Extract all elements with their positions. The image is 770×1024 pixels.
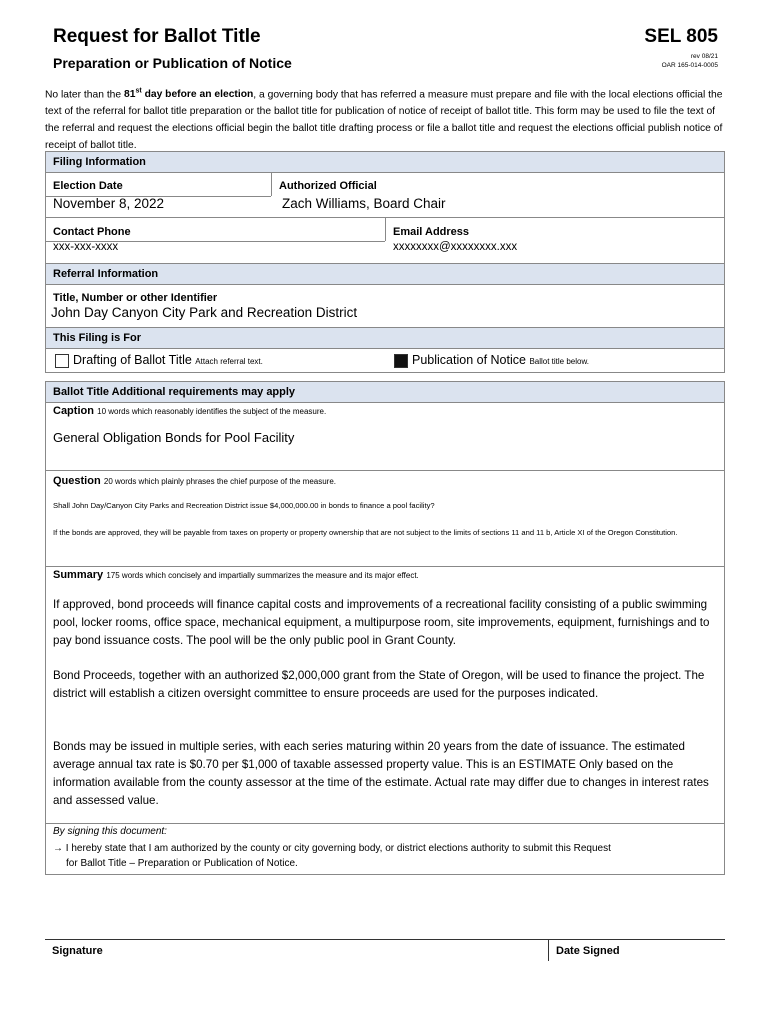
summary-paragraph-3[interactable]: Bonds may be issued in multiple series, with each series maturing within 20 years from the date of issuance. The estimated average annual tax rate is $0.70 per $1,000 of taxable assessed property value. This is an ESTIMATE Only based on the information available from the county assessor at the time of the estimate. Actual rate may differ due to changes in interest rates and assessed value.: [53, 740, 709, 807]
oar-reference: OAR 165-014-0005: [661, 62, 718, 69]
publication-note: Ballot title below.: [529, 357, 590, 366]
contact-phone-label: Contact Phone: [53, 226, 131, 238]
question-heading: Question 20 words which plainly phrases the chief purpose of the measure.: [53, 475, 337, 487]
arrow-icon: →: [53, 843, 63, 854]
referral-information-section: [45, 263, 725, 328]
filing-information-header: Filing Information: [46, 152, 724, 173]
form-title: Request for Ballot Title: [53, 26, 261, 47]
identifier-field[interactable]: John Day Canyon City Park and Recreation District: [51, 305, 358, 320]
question-text-1[interactable]: Shall John Day/Canyon City Parks and Recreation District issue $4,000,000.00 in bonds to finance a pool facility?: [53, 501, 435, 510]
email-address-label: Email Address: [393, 226, 470, 238]
drafting-checkbox[interactable]: [55, 354, 69, 368]
ballot-title-header: Ballot Title Additional requirements may apply: [46, 382, 724, 403]
signing-statement: → I hereby state that I am authorized by the county or city governing body, or district elections authority to submit this Request for Ballot Title – Preparation or Publication of Notice.: [53, 843, 611, 869]
form-subtitle: Preparation or Publication of Notice: [53, 55, 292, 71]
drafting-option[interactable]: [55, 353, 263, 368]
ballot-title-section: [45, 381, 725, 875]
filing-for-section: [45, 327, 725, 373]
referral-information-header: Referral Information: [46, 264, 724, 285]
intro-text-rest: , a governing body that has referred a measure must prepare and file with the local elections official the text of the referral for ballot title preparation or the ballot title for publication of notice of receipt of ballot title. This form may be used to file the text of the referral and request the elections official begin the ballot title drafting process or file a ballot title and request the elections official publish notice of receipt of ballot title.: [45, 89, 723, 152]
summary-heading: Summary 175 words which concisely and impartially summarizes the measure and its major effect.: [53, 569, 419, 581]
email-address-field[interactable]: xxxxxxxx@xxxxxxxx.xxx: [393, 241, 518, 253]
question-text-2[interactable]: If the bonds are approved, they will be payable from taxes on property or property ownership that are not subject to the limits of sections 11 and 11 b, Article XI of the Oregon Constitution.: [53, 528, 678, 537]
signing-intro: By signing this document:: [53, 826, 167, 837]
filing-for-header: This Filing is For: [46, 328, 724, 349]
election-date-label: Election Date: [53, 180, 123, 192]
authorized-official-label: Authorized Official: [279, 180, 377, 192]
intro-paragraph: [45, 83, 730, 154]
drafting-label: Drafting of Ballot Title: [73, 353, 192, 367]
summary-paragraph-2[interactable]: Bond Proceeds, together with an authorized $2,000,000 grant from the State of Oregon, will be used to finance the project. The district will establish a citizen oversight committee to ensure proceeds are used for the purposes indicated.: [53, 669, 705, 700]
authorized-official-field[interactable]: Zach Williams, Board Chair: [282, 196, 446, 211]
intro-deadline: 81st day before an election: [124, 88, 254, 101]
signature-field[interactable]: [45, 939, 548, 962]
identifier-label: Title, Number or other Identifier: [53, 292, 218, 304]
caption-heading: Caption 10 words which reasonably identifies the subject of the measure.: [53, 405, 327, 417]
filing-information-section: [45, 151, 725, 265]
date-signed-label: Date Signed: [556, 945, 620, 957]
publication-checkbox[interactable]: [394, 354, 408, 368]
contact-phone-field[interactable]: xxx-xxx-xxxx: [53, 241, 119, 253]
intro-text-start: No later than the: [45, 89, 124, 101]
publication-label: Publication of Notice: [412, 353, 526, 367]
caption-field[interactable]: General Obligation Bonds for Pool Facility: [53, 430, 295, 445]
summary-paragraph-1[interactable]: If approved, bond proceeds will finance capital costs and improvements of a recreational facility consisting of a public swimming pool, locker rooms, office space, mechanical equipment, a multipurpose room, site improvements, equipment, furnishings and to pay bond issuance costs. The pool will be the only public pool in Grant County.: [53, 598, 710, 647]
drafting-note: Attach referral text.: [195, 357, 263, 366]
date-signed-field[interactable]: [549, 939, 725, 962]
publication-option[interactable]: [394, 353, 589, 368]
form-number: SEL 805: [644, 26, 718, 47]
revision-date: rev 08/21: [690, 53, 718, 60]
signature-label: Signature: [52, 945, 103, 957]
election-date-field[interactable]: November 8, 2022: [53, 196, 165, 211]
